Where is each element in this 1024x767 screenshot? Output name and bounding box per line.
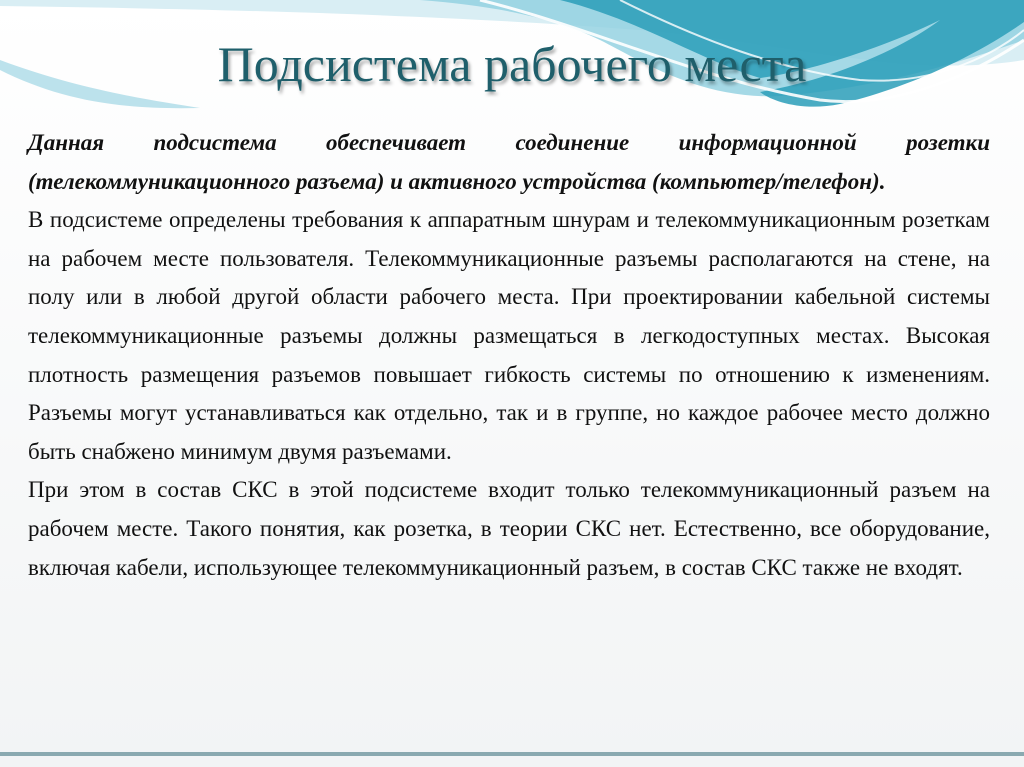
- bottom-divider: [0, 752, 1024, 756]
- body-paragraph-requirements: В подсистеме определены требования к аппаратным шнурам и телекоммуникационным розеткам на рабочем месте пользователя. Телекоммуникационные разъемы располагаются на стене, на полу или в любой другой области рабочего места. При проектировании кабельной системы телекоммуникационные разъемы должны размещаться в легкодоступных местах. Высокая плотность размещения разъемов повышает гибкость системы по отношению к изменениям. Разъемы могут устанавливаться как отдельно, так и в группе, но каждое рабочее место должно быть снабжено минимум двумя разъемами.: [28, 207, 990, 464]
- intro-paragraph: Данная подсистема обеспечивает соединение информационной розетки (телекоммуникационного разъема) и активного устройства (компьютер/телефон).: [28, 130, 990, 194]
- slide-title: Подсистема рабочего места: [217, 36, 807, 92]
- slide-body: [28, 124, 990, 587]
- body-paragraph-scs: При этом в состав СКС в этой подсистеме входит только телекоммуникационный разъем на рабочем месте. Такого понятия, как розетка, в теории СКС нет. Естественно, все оборудование, включая кабели, использующее телекоммуникационный разъем, в состав СКС также не входят.: [28, 477, 990, 580]
